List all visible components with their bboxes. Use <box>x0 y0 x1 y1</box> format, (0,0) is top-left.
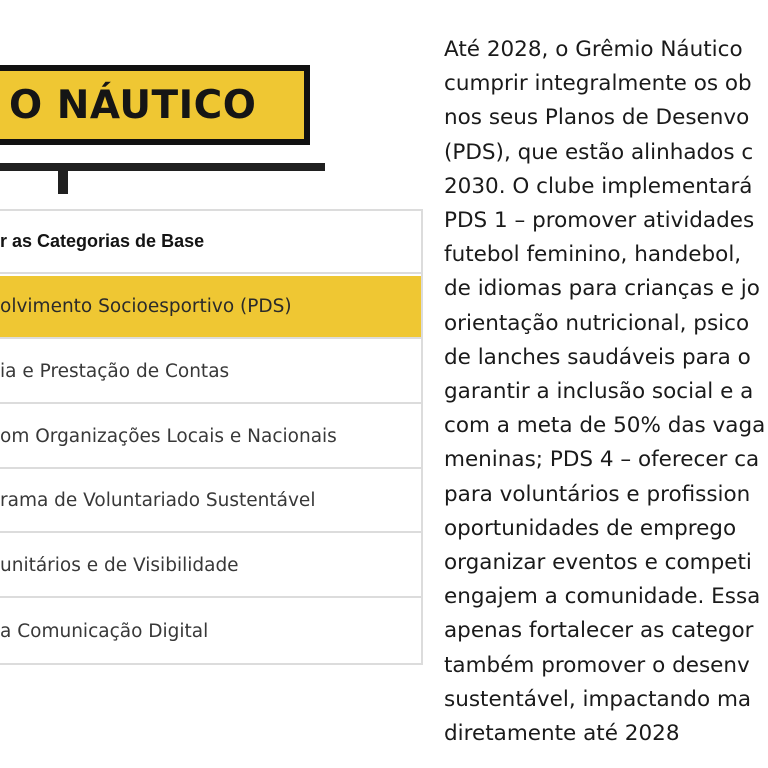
menu-item-categorias-de-base[interactable] <box>0 211 421 274</box>
paragraph-line: para voluntários e profission <box>444 481 751 507</box>
paragraph-line: de lanches saudáveis para o <box>444 344 751 370</box>
club-name-sign <box>0 65 310 145</box>
paragraph-line: garantir a inclusão social e a <box>444 379 754 405</box>
sign-ledge <box>0 163 325 171</box>
paragraph-line: orientação nutricional, psico <box>444 310 750 336</box>
menu-item-visibilidade[interactable] <box>0 535 421 598</box>
paragraph-line: Até 2028, o Grêmio Náutico <box>444 37 743 62</box>
menu-item-organizacoes[interactable] <box>0 406 421 469</box>
paragraph-line: engajem a comunidade. Essa <box>444 584 761 610</box>
paragraph-line: de idiomas para crianças e jo <box>444 276 760 302</box>
paragraph-line: meninas; PDS 4 – oferecer ca <box>444 447 760 473</box>
paragraph-line: 2030. O clube implementará <box>444 173 753 199</box>
topics-menu <box>0 209 423 665</box>
paragraph-line: organizar eventos e competi <box>444 550 752 576</box>
paragraph-line: cumprir integralmente os ob <box>444 71 752 97</box>
menu-item-comunicacao-digital[interactable] <box>0 600 421 663</box>
paragraph-line: com a meta de 50% das vaga <box>444 413 766 439</box>
menu-item-label: unitários e de Visibilidade <box>0 555 239 576</box>
club-name-title: O NÁUTICO <box>9 82 257 128</box>
menu-item-label: om Organizações Locais e Nacionais <box>0 426 337 447</box>
menu-item-label: r as Categorias de Base <box>0 231 205 251</box>
menu-item-label: olvimento Socioesportivo (PDS) <box>0 296 292 317</box>
paragraph-line: oportunidades de emprego <box>444 515 737 541</box>
paragraph-line: nos seus Planos de Desenvo <box>444 105 750 131</box>
article-paragraph <box>444 33 768 751</box>
paragraph-line: futebol feminino, handebol, <box>444 242 742 268</box>
paragraph-line: diretamente até 2028 <box>444 721 680 747</box>
menu-item-pds[interactable] <box>0 276 421 339</box>
paragraph-line: também promover o desenv <box>444 652 750 678</box>
menu-item-label: a Comunicação Digital <box>0 621 209 642</box>
paragraph-line: (PDS), que estão alinhados c <box>444 139 754 165</box>
paragraph-line: PDS 1 – promover atividades <box>444 208 755 234</box>
paragraph-line: apenas fortalecer as categor <box>444 618 754 644</box>
paragraph-line: sustentável, impactando ma <box>444 686 752 712</box>
menu-item-prestacao-de-contas[interactable] <box>0 341 421 404</box>
sign-post <box>58 171 68 194</box>
menu-item-label: ia e Prestação de Contas <box>0 361 230 382</box>
menu-item-voluntariado[interactable] <box>0 470 421 533</box>
menu-item-label: rama de Voluntariado Sustentável <box>0 490 316 511</box>
